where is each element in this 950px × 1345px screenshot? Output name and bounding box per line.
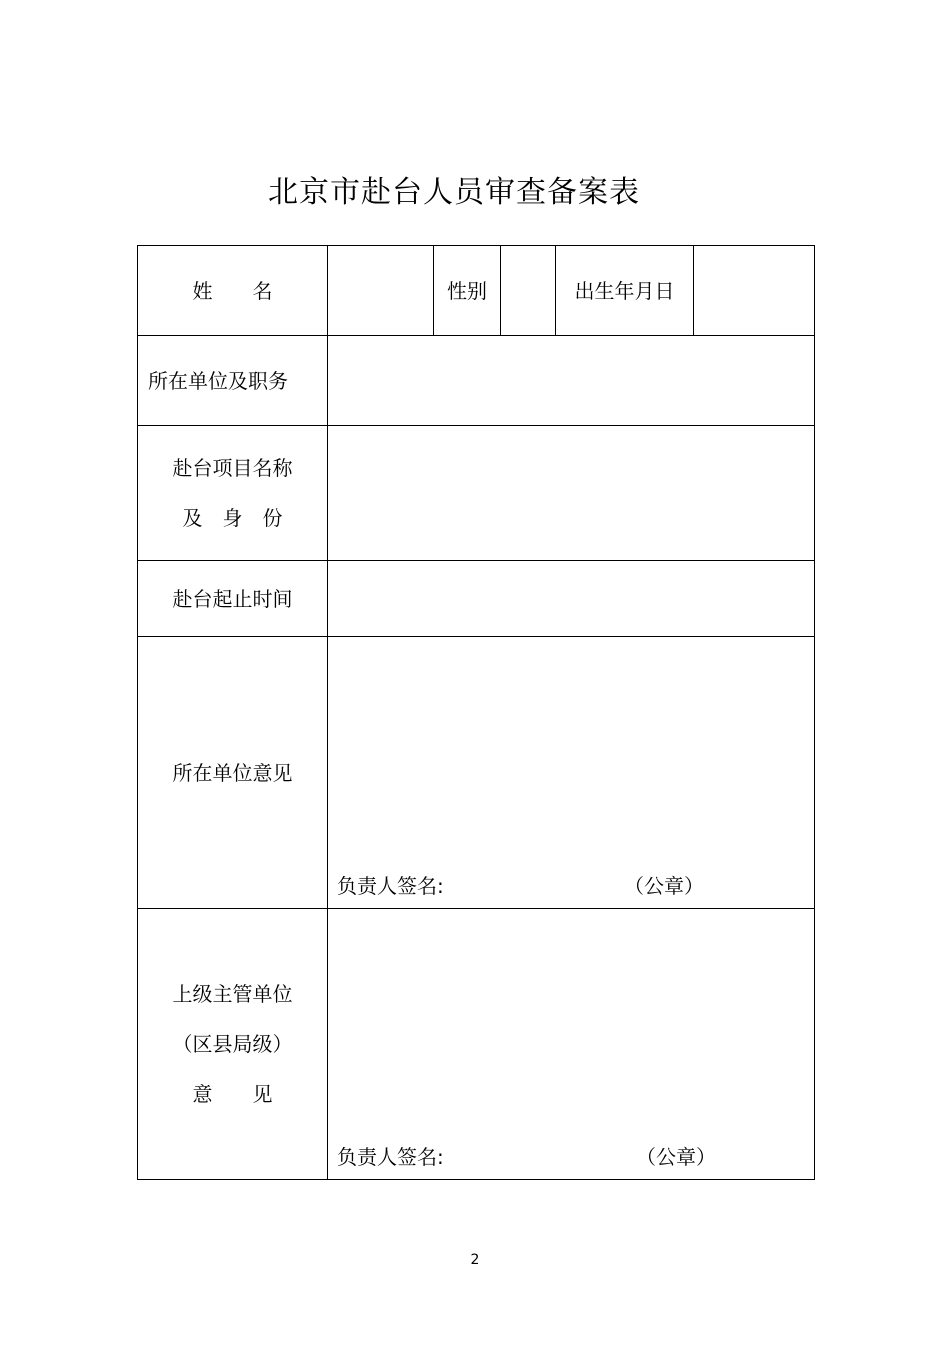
unit-seal-label: （公章） — [624, 874, 704, 898]
superior-signer-label: 负责人签名: — [337, 1145, 444, 1169]
superior-opinion-field[interactable] — [328, 909, 815, 1180]
name-field[interactable] — [328, 246, 434, 336]
page-number: 2 — [470, 1252, 480, 1268]
unit-position-field[interactable] — [328, 336, 815, 426]
project-identity-label — [138, 426, 328, 561]
period-field[interactable] — [328, 561, 815, 637]
superior-seal-label: （公章） — [636, 1145, 716, 1169]
unit-signature-line — [337, 872, 814, 900]
page-title: 北京市赴台人员审查备案表 — [268, 175, 640, 210]
superior-label-line2: （区县局级） — [172, 1032, 293, 1056]
birth-date-field[interactable] — [694, 246, 815, 336]
unit-opinion-label: 所在单位意见 — [138, 637, 328, 909]
gender-field[interactable] — [501, 246, 556, 336]
gender-label: 性别 — [434, 246, 501, 336]
unit-opinion-field[interactable] — [328, 637, 815, 909]
project-label-line1: 赴台项目名称 — [172, 456, 293, 480]
record-form-table — [137, 245, 815, 1180]
unit-signer-label: 负责人签名: — [337, 874, 444, 898]
superior-signature-line — [337, 1143, 814, 1171]
unit-position-label: 所在单位及职务 — [138, 336, 328, 426]
birth-date-label: 出生年月日 — [556, 246, 694, 336]
superior-label-line3: 意 见 — [192, 1082, 273, 1106]
superior-label-line1: 上级主管单位 — [172, 982, 293, 1006]
period-label: 赴台起止时间 — [138, 561, 328, 637]
project-identity-field[interactable] — [328, 426, 815, 561]
name-label: 姓 名 — [138, 246, 328, 336]
superior-opinion-label — [138, 909, 328, 1180]
project-label-line2: 及 身 份 — [182, 506, 283, 530]
